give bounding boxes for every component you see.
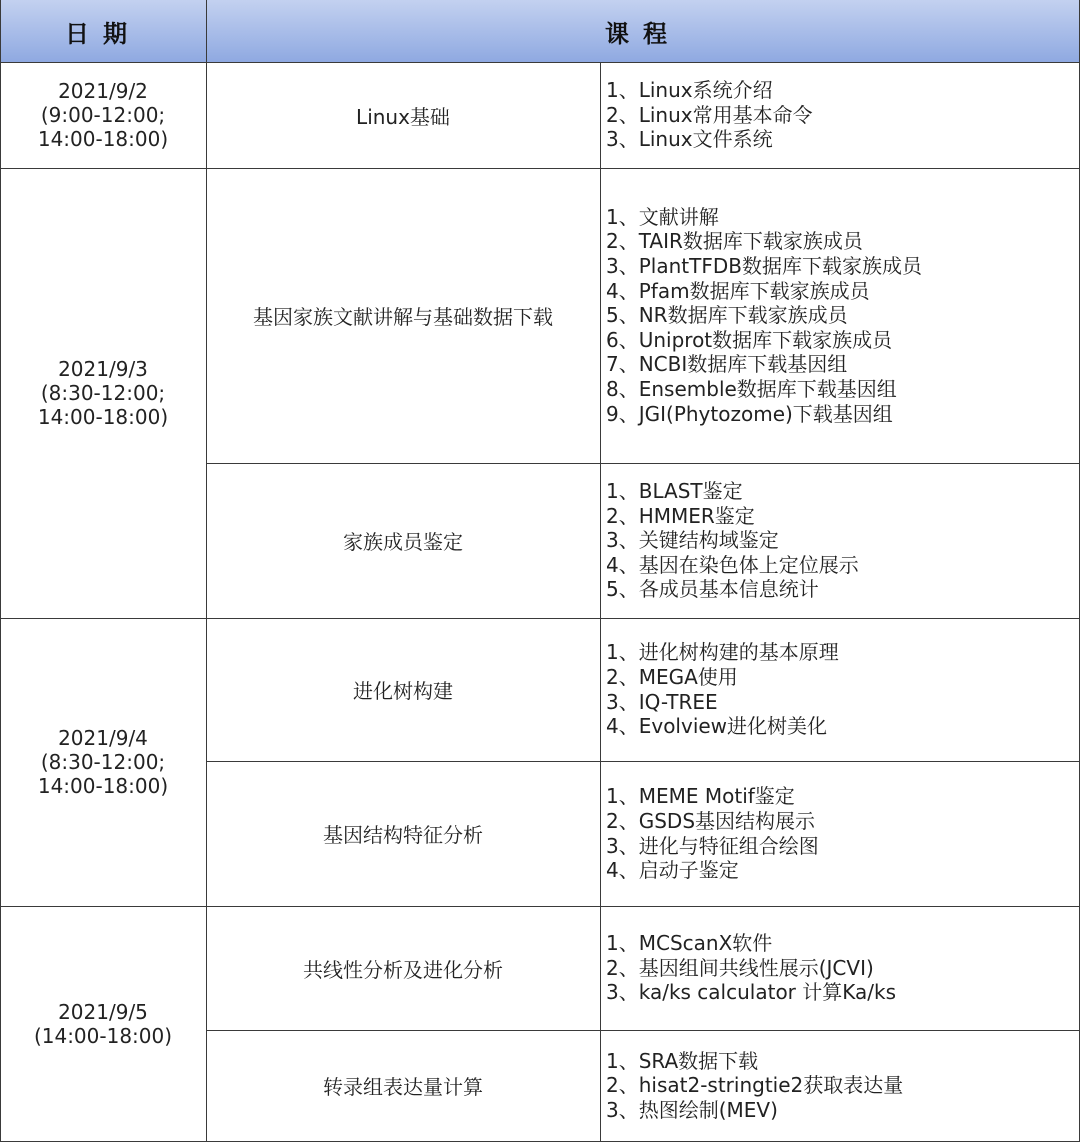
list-item: 2、基因组间共线性展示(JCVI) [606,955,874,980]
list-item: 5、各成员基本信息统计 [606,577,819,602]
grid-line [0,618,1080,619]
grid-line [0,62,1080,63]
topic-cell: 共线性分析及进化分析 [303,957,503,982]
list-item: 1、Linux系统介绍 [606,78,773,103]
time-text: (14:00-18:00) [33,1023,173,1048]
grid-line [0,906,1080,907]
list-item: 6、Uniprot数据库下载家族成员 [606,327,893,352]
item-list [606,784,819,882]
list-item: 2、hisat2-stringtie2获取表达量 [606,1073,904,1098]
item-list [606,640,839,738]
topic-cell: 进化树构建 [353,679,453,703]
list-item: 1、MEME Motif鉴定 [606,784,795,809]
grid-line [206,463,1080,464]
grid-line [0,0,1,1142]
items-cell [600,906,1080,1030]
item-list [606,479,859,602]
grid-line [0,1141,1080,1142]
topic-cell: Linux基础 [356,104,450,129]
grid-line [600,62,601,1142]
list-item: 2、HMMER鉴定 [606,503,755,528]
item-list [606,78,813,152]
list-item: 3、Linux文件系统 [606,127,773,152]
header-course: 课程 [206,0,1080,62]
grid-line [206,1030,1080,1031]
item-list [606,931,896,1005]
list-item: 4、Evolview进化树美化 [606,714,828,739]
list-item: 1、BLAST鉴定 [606,479,743,504]
topic-cell: 基因结构特征分析 [323,823,483,847]
items-cell [600,62,1080,168]
date-text: 2021/9/3 [58,357,148,381]
list-item: 1、进化树构建的基本原理 [606,640,839,665]
list-item: 8、Ensemble数据库下载基因组 [606,376,897,401]
list-item: 1、文献讲解 [606,204,719,229]
items-cell [600,168,1080,463]
time-text: 14:00-18:00) [37,405,169,429]
list-item: 2、Linux常用基本命令 [606,102,813,127]
list-item: 3、ka/ks calculator 计算Ka/ks [606,980,897,1005]
list-item: 3、进化与特征组合绘图 [606,833,819,858]
list-item: 1、MCScanX软件 [606,931,773,956]
list-item: 3、IQ-TREE [606,689,718,714]
header-date: 日期 [0,0,206,62]
topic-cell: 家族成员鉴定 [343,530,463,554]
items-cell [600,1030,1080,1141]
time-text: 14:00-18:00) [37,774,169,798]
date-text: 2021/9/2 [58,79,148,103]
list-item: 2、MEGA使用 [606,664,738,689]
items-cell [600,463,1080,618]
list-item: 2、TAIR数据库下载家族成员 [606,229,863,254]
items-cell [600,761,1080,906]
date-cell-day4 [0,906,206,1141]
item-list [606,1049,903,1123]
date-text: 2021/9/4 [58,726,148,750]
list-item: 3、PlantTFDB数据库下载家族成员 [606,254,922,279]
date-text: 2021/9/5 [58,999,148,1024]
list-item: 3、关键结构域鉴定 [606,528,779,553]
list-item: 4、Pfam数据库下载家族成员 [606,278,870,303]
list-item: 7、NCBI数据库下载基因组 [606,352,848,377]
list-item: 4、基因在染色体上定位展示 [606,552,859,577]
list-item: 9、JGI(Phytozome)下载基因组 [606,401,893,426]
date-cell-day3 [0,618,206,906]
items-cell [600,618,1080,761]
date-cell-day2 [0,168,206,618]
list-item: 2、GSDS基因结构展示 [606,808,816,833]
grid-line [0,168,1080,169]
grid-line [206,0,207,1142]
date-cell-day1 [0,62,206,168]
topic-cell: 基因家族文献讲解与基础数据下载 [253,305,553,329]
time-text: (9:00-12:00; [40,103,166,127]
item-list [606,205,922,426]
list-item: 3、热图绘制(MEV) [606,1097,778,1122]
list-item: 5、NR数据库下载家族成员 [606,303,848,328]
grid-line [206,761,1080,762]
time-text: (8:30-12:00; [40,381,166,405]
list-item: 1、SRA数据下载 [606,1048,759,1073]
time-text: (8:30-12:00; [40,750,166,774]
list-item: 4、启动子鉴定 [606,858,739,883]
time-text: 14:00-18:00) [37,127,169,151]
topic-cell: 转录组表达量计算 [323,1075,483,1099]
